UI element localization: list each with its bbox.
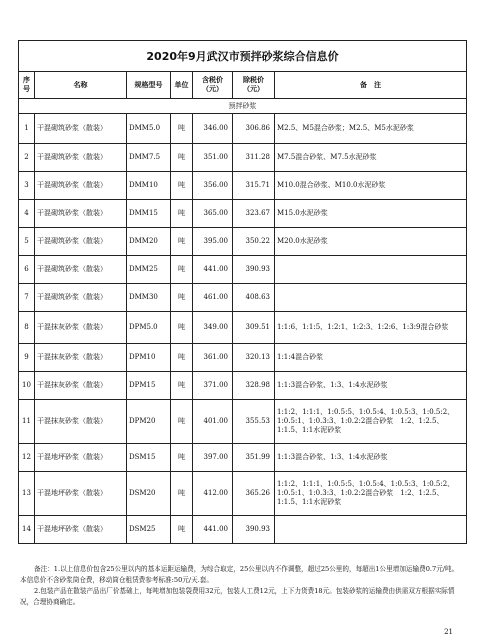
cell-unit: 吨 (171, 444, 193, 472)
cell-tax-incl: 349.00 (193, 312, 233, 344)
cell-tax-incl: 441.00 (193, 256, 233, 284)
note-2: 2.包装产品在散装产品出厂价基础上，每吨增加包装袋费用32元，包装人工费12元，上下力货费18元。包装砂浆的运输费由供需双方根据实际情况，合理协商确定。 (20, 587, 455, 606)
cell-remark: M15.0水泥砂浆 (275, 200, 467, 228)
table-body (19, 114, 467, 544)
cell-unit: 吨 (171, 114, 193, 144)
cell-remark: M20.0水泥砂浆 (275, 228, 467, 256)
cell-unit: 吨 (171, 312, 193, 344)
cell-spec: DSM20 (127, 472, 171, 516)
cell-remark (275, 516, 467, 544)
table-row (19, 372, 467, 400)
cell-tax-incl: 397.00 (193, 444, 233, 472)
table-row (19, 172, 467, 200)
table-row (19, 444, 467, 472)
cell-unit: 吨 (171, 516, 193, 544)
cell-name: 干混砌筑砂浆（散装） (35, 144, 127, 172)
price-table (18, 40, 467, 544)
cell-remark: 1:1:3混合砂浆、1:3、1:4水泥砂浆 (275, 372, 467, 400)
cell-spec: DSM25 (127, 516, 171, 544)
cell-remark: M7.5混合砂浆、M7.5水泥砂浆 (275, 144, 467, 172)
cell-no: 12 (19, 444, 35, 472)
cell-unit: 吨 (171, 284, 193, 312)
cell-name: 干混抹灰砂浆（散装） (35, 400, 127, 444)
notes (20, 564, 464, 608)
cell-tax-excl: 390.93 (233, 256, 275, 284)
cell-tax-excl: 306.86 (233, 114, 275, 144)
cell-tax-incl: 351.00 (193, 144, 233, 172)
cell-unit: 吨 (171, 472, 193, 516)
cell-unit: 吨 (171, 144, 193, 172)
note-1: 备注：1.以上信息价包含25公里以内的基本运距运输费，为综合取定，25公里以内不作调整，超过25公里的，每超出1公里增加运输费0.7元/吨。本信息价不含砂浆筒仓费，移动筒仓租赁费参考标准:50元/天.套。 (20, 565, 459, 584)
cell-tax-excl: 315.71 (233, 172, 275, 200)
cell-spec: DMM20 (127, 228, 171, 256)
header-tax-incl: 含税价（元） (193, 72, 233, 99)
cell-no: 5 (19, 228, 35, 256)
cell-remark: 1:1:6、1:1:5、1:2:1、1:2:3、1:2:6、1:3:9混合砂浆 (275, 312, 467, 344)
cell-unit: 吨 (171, 172, 193, 200)
cell-tax-incl: 365.00 (193, 200, 233, 228)
cell-spec: DMM25 (127, 256, 171, 284)
cell-spec: DMM10 (127, 172, 171, 200)
header-no: 序号 (19, 72, 35, 99)
cell-remark: 1:1:2、1:1:1、1:0.5:5、1:0.5:4、1:0.5:3、1:0.5:2、1:0.5:1、1:0.3:3、1:0.2:2混合砂浆 1:2、1:2.5、1:1.5、1:1水泥砂浆 (275, 400, 467, 444)
cell-no: 1 (19, 114, 35, 144)
table-row (19, 200, 467, 228)
cell-name: 干混抹灰砂浆（散装） (35, 372, 127, 400)
cell-remark: 1:1:4混合砂浆 (275, 344, 467, 372)
cell-no: 11 (19, 400, 35, 444)
cell-tax-incl: 371.00 (193, 372, 233, 400)
cell-tax-excl: 328.98 (233, 372, 275, 400)
cell-spec: DPM20 (127, 400, 171, 444)
cell-tax-incl: 346.00 (193, 114, 233, 144)
cell-name: 干混砌筑砂浆（散装） (35, 200, 127, 228)
table-row (19, 344, 467, 372)
cell-no: 8 (19, 312, 35, 344)
cell-tax-excl: 320.13 (233, 344, 275, 372)
cell-tax-incl: 356.00 (193, 172, 233, 200)
cell-unit: 吨 (171, 344, 193, 372)
cell-remark: 1:1:2、1:1:1、1:0.5:5、1:0.5:4、1:0.5:3、1:0.5:2、1:0.5:1、1:0.3:3、1:0.2:2混合砂浆 1:2、1:2.5、1:1.5、1:1水泥砂浆 (275, 472, 467, 516)
cell-no: 13 (19, 472, 35, 516)
cell-tax-excl: 309.51 (233, 312, 275, 344)
table-row (19, 144, 467, 172)
cell-remark: M2.5、M5混合砂浆；M2.5、M5水泥砂浆 (275, 114, 467, 144)
cell-spec: DPM5.0 (127, 312, 171, 344)
cell-spec: DMM15 (127, 200, 171, 228)
cell-name: 干混砌筑砂浆（散装） (35, 228, 127, 256)
page-number: 21 (444, 628, 453, 636)
cell-name: 干混砌筑砂浆（散装） (35, 284, 127, 312)
cell-spec: DMM5.0 (127, 114, 171, 144)
cell-unit: 吨 (171, 200, 193, 228)
header-remark: 备 注 (275, 72, 467, 99)
cell-name: 干混砌筑砂浆（散装） (35, 172, 127, 200)
cell-tax-incl: 361.00 (193, 344, 233, 372)
table-row (19, 228, 467, 256)
cell-tax-incl: 401.00 (193, 400, 233, 444)
table-row (19, 284, 467, 312)
header-spec: 规格型号 (127, 72, 171, 99)
cell-name: 干混砌筑砂浆（散装） (35, 256, 127, 284)
cell-unit: 吨 (171, 372, 193, 400)
cell-spec: DPM15 (127, 372, 171, 400)
cell-unit: 吨 (171, 228, 193, 256)
price-sheet (18, 40, 466, 544)
cell-remark (275, 256, 467, 284)
cell-tax-incl: 461.00 (193, 284, 233, 312)
cell-no: 10 (19, 372, 35, 400)
cell-name: 干混地坪砂浆（散装） (35, 516, 127, 544)
cell-tax-incl: 395.00 (193, 228, 233, 256)
cell-unit: 吨 (171, 256, 193, 284)
cell-tax-excl: 390.93 (233, 516, 275, 544)
cell-tax-excl: 350.22 (233, 228, 275, 256)
cell-tax-excl: 408.63 (233, 284, 275, 312)
cell-tax-excl: 323.67 (233, 200, 275, 228)
cell-unit: 吨 (171, 400, 193, 444)
cell-spec: DSM15 (127, 444, 171, 472)
cell-no: 14 (19, 516, 35, 544)
cell-name: 干混地坪砂浆（散装） (35, 444, 127, 472)
cell-remark: 1:1:3混合砂浆、1:3、1:4水泥砂浆 (275, 444, 467, 472)
cell-remark: M10.0混合砂浆、M10.0水泥砂浆 (275, 172, 467, 200)
cell-name: 干混砌筑砂浆（散装） (35, 114, 127, 144)
cell-no: 7 (19, 284, 35, 312)
cell-tax-excl: 351.99 (233, 444, 275, 472)
cell-no: 2 (19, 144, 35, 172)
cell-spec: DMM30 (127, 284, 171, 312)
table-title: 2020年9月武汉市预拌砂浆综合信息价 (19, 41, 467, 72)
cell-no: 4 (19, 200, 35, 228)
table-row (19, 312, 467, 344)
cell-remark (275, 284, 467, 312)
section-label: 预拌砂浆 (19, 99, 467, 114)
table-row (19, 472, 467, 516)
cell-name: 干混抹灰砂浆（散装） (35, 344, 127, 372)
header-tax-excl: 除税价（元） (233, 72, 275, 99)
table-row (19, 114, 467, 144)
cell-no: 9 (19, 344, 35, 372)
header-name: 名称 (35, 72, 127, 99)
cell-name: 干混地坪砂浆（散装） (35, 472, 127, 516)
table-row (19, 516, 467, 544)
cell-tax-excl: 311.28 (233, 144, 275, 172)
header-unit: 单位 (171, 72, 193, 99)
cell-spec: DMM7.5 (127, 144, 171, 172)
cell-name: 干混抹灰砂浆（散装） (35, 312, 127, 344)
cell-no: 3 (19, 172, 35, 200)
cell-tax-incl: 441.00 (193, 516, 233, 544)
table-row (19, 400, 467, 444)
cell-no: 6 (19, 256, 35, 284)
cell-tax-incl: 412.00 (193, 472, 233, 516)
table-row (19, 256, 467, 284)
cell-tax-excl: 365.26 (233, 472, 275, 516)
cell-spec: DPM10 (127, 344, 171, 372)
header-row (19, 72, 467, 99)
cell-tax-excl: 355.53 (233, 400, 275, 444)
